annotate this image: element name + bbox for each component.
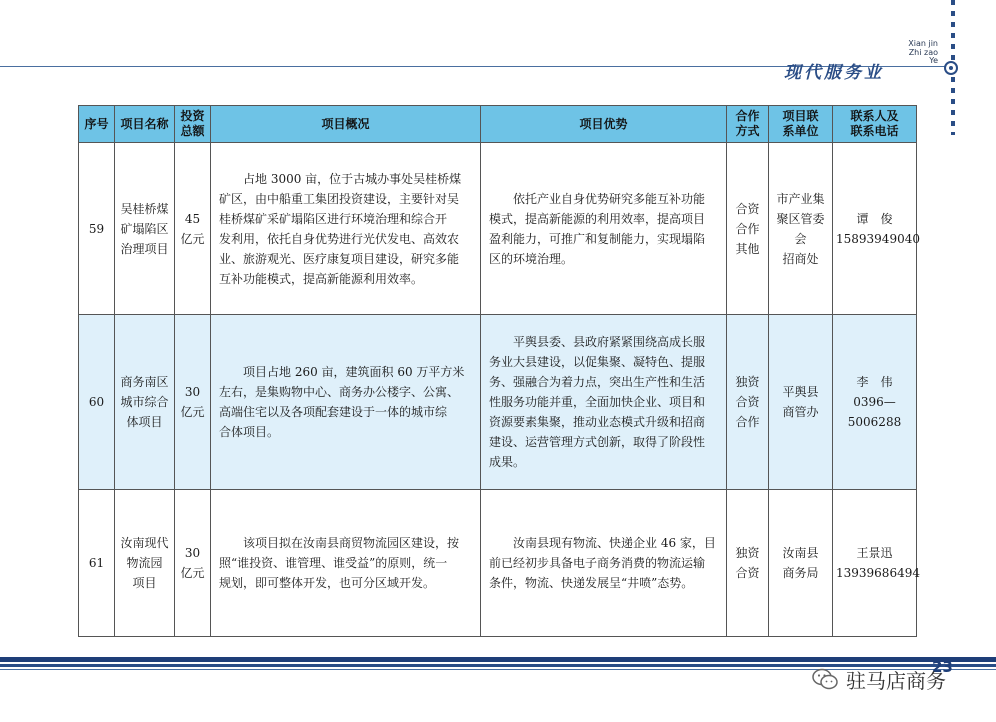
- cell-line: 平舆县委、县政府紧紧围绕高成长服: [489, 335, 706, 349]
- cell-line: 区的环境治理。: [489, 251, 574, 266]
- cell-line: 商管办: [782, 405, 819, 419]
- watermark: [812, 666, 946, 692]
- cell-seq: 61: [79, 490, 115, 637]
- cell-invest: [175, 315, 211, 490]
- cell-line: 13939686494: [836, 566, 920, 580]
- header-pinyin: [908, 40, 938, 66]
- cell-line: 互补功能模式，提高新能源利用效率。: [219, 271, 424, 286]
- cell-line: 左右，是集购物中心、商务办公楼字、公寓、: [219, 385, 460, 399]
- cell-line: 合资: [735, 566, 760, 580]
- header-unit: 项目联 系单位: [769, 106, 833, 143]
- pinyin-line: Ye: [929, 56, 938, 65]
- cell-line: 照“谁投资、谁管理、谁受益”的原则，统一: [219, 556, 448, 570]
- cell-line: 合作: [735, 221, 760, 236]
- cell-line: 平舆县: [782, 385, 819, 399]
- cell-line: 务、强融合为着力点，突出生产性和生活: [489, 375, 706, 389]
- cell-line: 前已经初步具备电子商务消费的物流运输: [489, 556, 706, 570]
- cell-invest: [175, 143, 211, 315]
- cell-line: 依托产业自身优势研究多能互补功能: [489, 191, 706, 206]
- cell-line: 占地 3000 亩，位于古城办事处吴桂桥煤: [219, 171, 462, 186]
- cell-line: 会: [794, 231, 807, 246]
- header-advantage: 项目优势: [481, 106, 727, 143]
- cell-advantage: [481, 315, 727, 490]
- header-contact: 联系人及 联系电话: [833, 106, 917, 143]
- cell-line: 该项目拟在汝南县商贸物流园区建设，按: [219, 536, 460, 550]
- cell-unit: [769, 143, 833, 315]
- cell-contact: [833, 315, 917, 490]
- cell-coop: [727, 315, 769, 490]
- header-invest: 投资 总额: [175, 106, 211, 143]
- cell-line: 业、旅游观光、医疗康复项目建设，研究多能: [219, 251, 460, 266]
- cell-line: 谭 俊: [856, 211, 893, 226]
- cell-name: [115, 490, 175, 637]
- pinyin-line: Xian jin: [908, 39, 938, 48]
- cell-line: 亿元: [180, 405, 205, 419]
- cell-line: 聚区管委: [776, 211, 825, 226]
- cell-line: 矿塌陷区: [120, 221, 169, 236]
- cell-line: 15893949040: [836, 231, 920, 246]
- cell-overview: [211, 490, 481, 637]
- cell-unit: [769, 490, 833, 637]
- cell-line: 汝南县: [782, 546, 819, 560]
- cell-line: 独资: [735, 375, 760, 389]
- cell-line: 合体项目。: [219, 425, 280, 439]
- cell-advantage: [481, 490, 727, 637]
- cell-line: 模式，提高新能源的利用效率，提高项目: [489, 211, 706, 226]
- cell-line: 招商处: [782, 251, 819, 266]
- cell-line: 其他: [735, 241, 760, 256]
- cell-seq: 59: [79, 143, 115, 315]
- cell-line: 汝南县现有物流、快递企业 46 家，目: [489, 536, 716, 550]
- cell-line: 条件，物流、快递发展呈“井喷”态势。: [489, 576, 694, 590]
- header-overview: 项目概况: [211, 106, 481, 143]
- cell-line: 45: [184, 211, 201, 226]
- table-row: [79, 315, 917, 490]
- cell-line: 成果。: [489, 455, 526, 469]
- wechat-icon: [812, 668, 838, 690]
- page-number: 23: [932, 658, 953, 676]
- cell-line: 商务南区: [120, 375, 169, 389]
- cell-overview: [211, 143, 481, 315]
- footer-band: [0, 657, 996, 662]
- cell-line: 物流园: [126, 556, 163, 570]
- cell-line: 桂桥煤矿采矿塌陷区进行环境治理和综合开: [219, 211, 448, 226]
- cell-line: 项目: [132, 576, 157, 590]
- header-name: 项目名称: [115, 106, 175, 143]
- cell-advantage: [481, 143, 727, 315]
- table-header-row: [79, 106, 917, 143]
- cell-overview: [211, 315, 481, 490]
- cell-invest: [175, 490, 211, 637]
- watermark-text: 驻马店商务: [846, 668, 946, 693]
- cell-line: 高端住宅以及各项配套建设于一体的城市综: [219, 405, 448, 419]
- header-seq: 序号: [79, 106, 115, 143]
- cell-line: 建设、运营管理方式创新，取得了阶段性: [489, 435, 706, 449]
- cell-line: 合资: [735, 395, 760, 409]
- cell-line: 商务局: [782, 566, 819, 580]
- project-table: [78, 105, 920, 637]
- cell-line: 资源要素集聚，推动业态模式升级和招商: [489, 415, 706, 429]
- cell-line: 性服务功能并重，全面加快企业、项目和: [489, 395, 706, 409]
- cell-line: 矿区，由中船重工集团投资建设，主要针对吴: [219, 191, 460, 206]
- cell-name: [115, 143, 175, 315]
- cell-line: 合资: [735, 201, 760, 216]
- cell-coop: [727, 490, 769, 637]
- cell-line: 汝南现代: [120, 536, 169, 550]
- cell-line: 城市综合: [120, 395, 169, 409]
- cell-line: 吴桂桥煤: [120, 201, 169, 216]
- project-table-container: [78, 105, 920, 637]
- cell-line: 市产业集: [776, 191, 825, 206]
- cell-line: 合作: [735, 415, 760, 429]
- cell-line: 李 伟: [856, 375, 893, 389]
- cell-unit: [769, 315, 833, 490]
- cell-line: 项目占地 260 亩，建筑面积 60 万平方米: [219, 365, 465, 379]
- cell-line: 王景迅: [856, 546, 893, 560]
- cell-line: 亿元: [180, 566, 205, 580]
- cell-line: 独资: [735, 546, 760, 560]
- cell-line: 发利用，依托自身优势进行光伏发电、高效农: [219, 231, 460, 246]
- cell-name: [115, 315, 175, 490]
- table-row: [79, 490, 917, 637]
- cell-line: 务业大县建设，以促集聚、凝特色、提服: [489, 355, 706, 369]
- cell-line: 30: [184, 546, 201, 560]
- cell-line: 体项目: [126, 415, 163, 429]
- cell-line: 亿元: [180, 231, 205, 246]
- cell-line: 30: [184, 385, 201, 399]
- cell-coop: [727, 143, 769, 315]
- table-row: [79, 143, 917, 315]
- cell-contact: [833, 490, 920, 637]
- cell-line: 5006288: [847, 415, 902, 429]
- cell-contact: [833, 143, 920, 315]
- cell-line: 盈利能力，可推广和复制能力，实现塌陷: [489, 231, 706, 246]
- target-circle-icon: [944, 61, 958, 75]
- header-coop: 合作 方式: [727, 106, 769, 143]
- pinyin-line: Zhi zao: [908, 47, 938, 57]
- section-title: 现代服务业: [784, 63, 884, 83]
- cell-line: 0396—: [853, 395, 896, 409]
- cell-line: 规划，即可整体开发，也可分区域开发。: [219, 576, 436, 590]
- cell-line: 治理项目: [120, 241, 169, 256]
- cell-seq: 60: [79, 315, 115, 490]
